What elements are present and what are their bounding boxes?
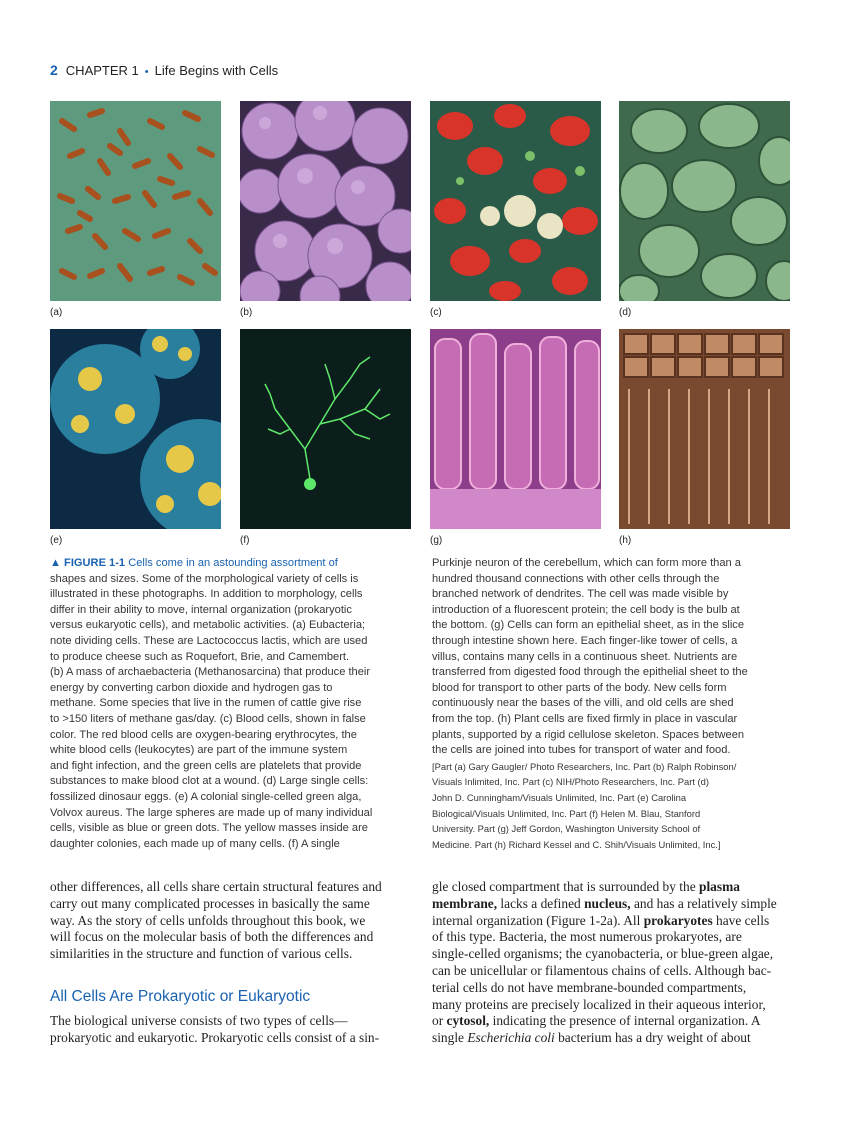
caption-line: hundred thousand connections with other cells through the [432,572,720,585]
term-nucleus: nucleus, [584,895,631,911]
caption-line: from the top. (h) Plant cells are fixed firmly in place in vascular [432,712,738,725]
caption-line: Purkinje neuron of the cerebellum, which can form more than a [432,557,741,569]
body-line: way. As the story of cells unfolds throughout this book, we [50,912,366,928]
caption-line: (b) A mass of archaebacteria (Methanosarcina) that produce their [50,666,371,679]
body-fragment: single [432,1030,468,1046]
caption-line: through intestine shown here. Each finger-like tower of cells, a [432,634,738,647]
caption-line: methane. Some species that live in the rumen of cattle give rise [50,697,362,710]
caption-line: Volvox aureus. The large spheres are made up of many individual [50,806,373,819]
panel-label-d: (d) [619,307,632,318]
term-cytosol: cytosol, [446,1013,490,1029]
page-number: 2 [50,62,58,78]
photo-g-intestine [430,329,601,529]
body-text-left [50,879,410,963]
figure-caption-left [50,556,410,852]
body-line: prokaryotic and eukaryotic. Prokaryotic cells consist of a sin- [50,1029,380,1045]
photo-d-dinosaur-eggs [619,101,790,301]
body-line: single-celled organisms; the cyanobacteria, or blue-green algae, [432,946,774,962]
term-membrane: membrane, [432,895,498,911]
body-fragment: gle closed compartment that is surrounded by the [432,879,700,894]
body-line: carry out many complicated processes in basically the same [50,895,370,911]
section-heading: All Cells Are Prokaryotic or Eukaryotic [50,988,311,1005]
caption-line: and fight infection, and the green cells are platelets that provide [50,759,362,772]
photo-f-purkinje-neuron [240,329,411,529]
photo-credit-line: Medicine. Part (h) Richard Kessel and C. Shih/Visuals Unlimited, Inc.] [432,838,721,850]
figure-caption-right [432,556,802,852]
body-line: of this type. Bacteria, the most numerous prokaryotes, are [432,929,742,945]
body-fragment: internal organization (Figure 1-2a). All [432,912,644,928]
caption-line: to produce cheese such as Roquefort, Brie, and Camembert. [50,650,350,663]
body-text-right [432,879,792,1047]
caption-line: introduction of a fluorescent protein; the cell body is the bulb at [432,603,740,616]
caption-line: shapes and sizes. Some of the morphological variety of cells is [50,572,359,585]
caption-line: the bottom. (g) Cells can form an epithelial sheet, as in the slice [432,619,745,632]
panel-label-f: (f) [240,535,250,546]
panel-label-c: (c) [430,307,442,318]
term-plasma: plasma [699,879,740,894]
panel-label-a: (a) [50,307,63,318]
running-header [50,62,278,78]
photo-e-volvox [50,329,221,529]
caption-line: versus eukaryotic cells), and metabolic activities. (a) Eubacteria; [50,619,366,632]
header-separator: • [144,66,149,78]
caption-line: energy by converting carbon dioxide and hydrogen gas to [50,681,333,694]
body-line: can be unicellular or filamentous chains of cells. Although bac- [432,962,772,978]
photo-a-eubacteria [50,101,221,301]
photo-credit-line: Biological/Visuals Unlimited, Inc. Part (f) Helen M. Blau, Stanford [432,807,701,819]
caption-line: color. The red blood cells are oxygen-bearing erythrocytes, the [50,728,357,741]
body-line: other differences, all cells share certain structural features and [50,879,382,894]
figure-label: ▲ FIGURE 1-1 [50,557,126,569]
caption-line: differ in their ability to move, internal organization (prokaryotic [50,603,352,616]
figure-title: Cells come in an astounding assortment of [128,557,338,569]
photo-credit-line: [Part (a) Gary Gaugler/ Photo Researchers, Inc. Part (b) Ralph Robinson/ [432,760,737,772]
caption-line: plants, supported by a rigid cellulose skeleton. Spaces between [432,728,745,741]
panel-label-g: (g) [430,535,443,546]
body-fragment: lacks a defined [497,895,585,911]
body-fragment: or [432,1013,447,1029]
caption-line: daughter colonies, each made up of many cells. (f) A single [50,837,340,850]
body-text-left-2 [50,1013,410,1047]
photo-h-plant-cells [619,329,790,529]
panel-label-b: (b) [240,307,253,318]
term-prokaryotes: prokaryotes [643,912,713,928]
body-fragment: bacterium has a dry weight of about [554,1030,751,1046]
panel-label-e: (e) [50,535,63,546]
body-line: similarities in the structure and function of various cells. [50,946,353,962]
caption-line: white blood cells (leukocytes) are part of the immune system [50,744,348,757]
caption-line: cells, visible as blue or green dots. The yellow masses inside are [50,822,368,835]
caption-line: transferred from digested food through the epithelial sheet to the [432,666,748,679]
caption-line: illustrated in these photographs. In addition to morphology, cells [50,588,363,601]
body-line: The biological universe consists of two types of cells— [50,1013,348,1028]
body-fragment: indicating the presence of internal organization. A [489,1013,761,1029]
caption-line: note dividing cells. These are Lactococcus lactis, which are used [50,634,368,647]
caption-line: substances to make blood clot at a wound. (d) Large single cells: [50,775,369,788]
caption-line: the cells are joined into tubes for transport of water and food. [432,744,731,757]
photo-b-archaebacteria [240,101,411,301]
photo-credit-line: John D. Cunningham/Visuals Unlimited, Inc. Part (e) Carolina [432,791,687,803]
caption-line: continuously near the bases of the villi, and old cells are shed [432,697,734,710]
body-line: terial cells do not have membrane-bounded compartments, [432,979,747,995]
panel-label-h: (h) [619,535,632,546]
caption-line: to >150 liters of methane gas/day. (c) Blood cells, shown in false [50,712,366,725]
chapter-title: Life Begins with Cells [154,63,279,78]
photo-c-blood-cells [430,101,601,301]
caption-line: blood for transport to other parts of the body. New cells form [432,681,727,694]
body-fragment: have cells [712,912,770,928]
photo-credit-line: Visuals Inlimited, Inc. Part (c) NIH/Photo Researchers, Inc. Part (d) [432,776,710,788]
caption-line: villus, contains many cells in a continuous sheet. Nutrients are [432,650,738,663]
term-ecoli: Escherichia coli [467,1030,555,1046]
chapter-label: CHAPTER 1 [65,63,139,78]
body-line: will focus on the molecular basis of both the differences and [50,929,374,945]
photo-credit-line: University. Part (g) Jeff Gordon, Washington University School of [432,823,701,835]
caption-line: branched network of dendrites. The cell was made visible by [432,588,729,601]
body-fragment: and has a relatively simple [630,895,777,911]
caption-line: fossilized dinosaur eggs. (e) A colonial single-celled green alga, [50,790,362,803]
body-line: many proteins are precisely localized in their aqueous interior, [432,996,766,1012]
